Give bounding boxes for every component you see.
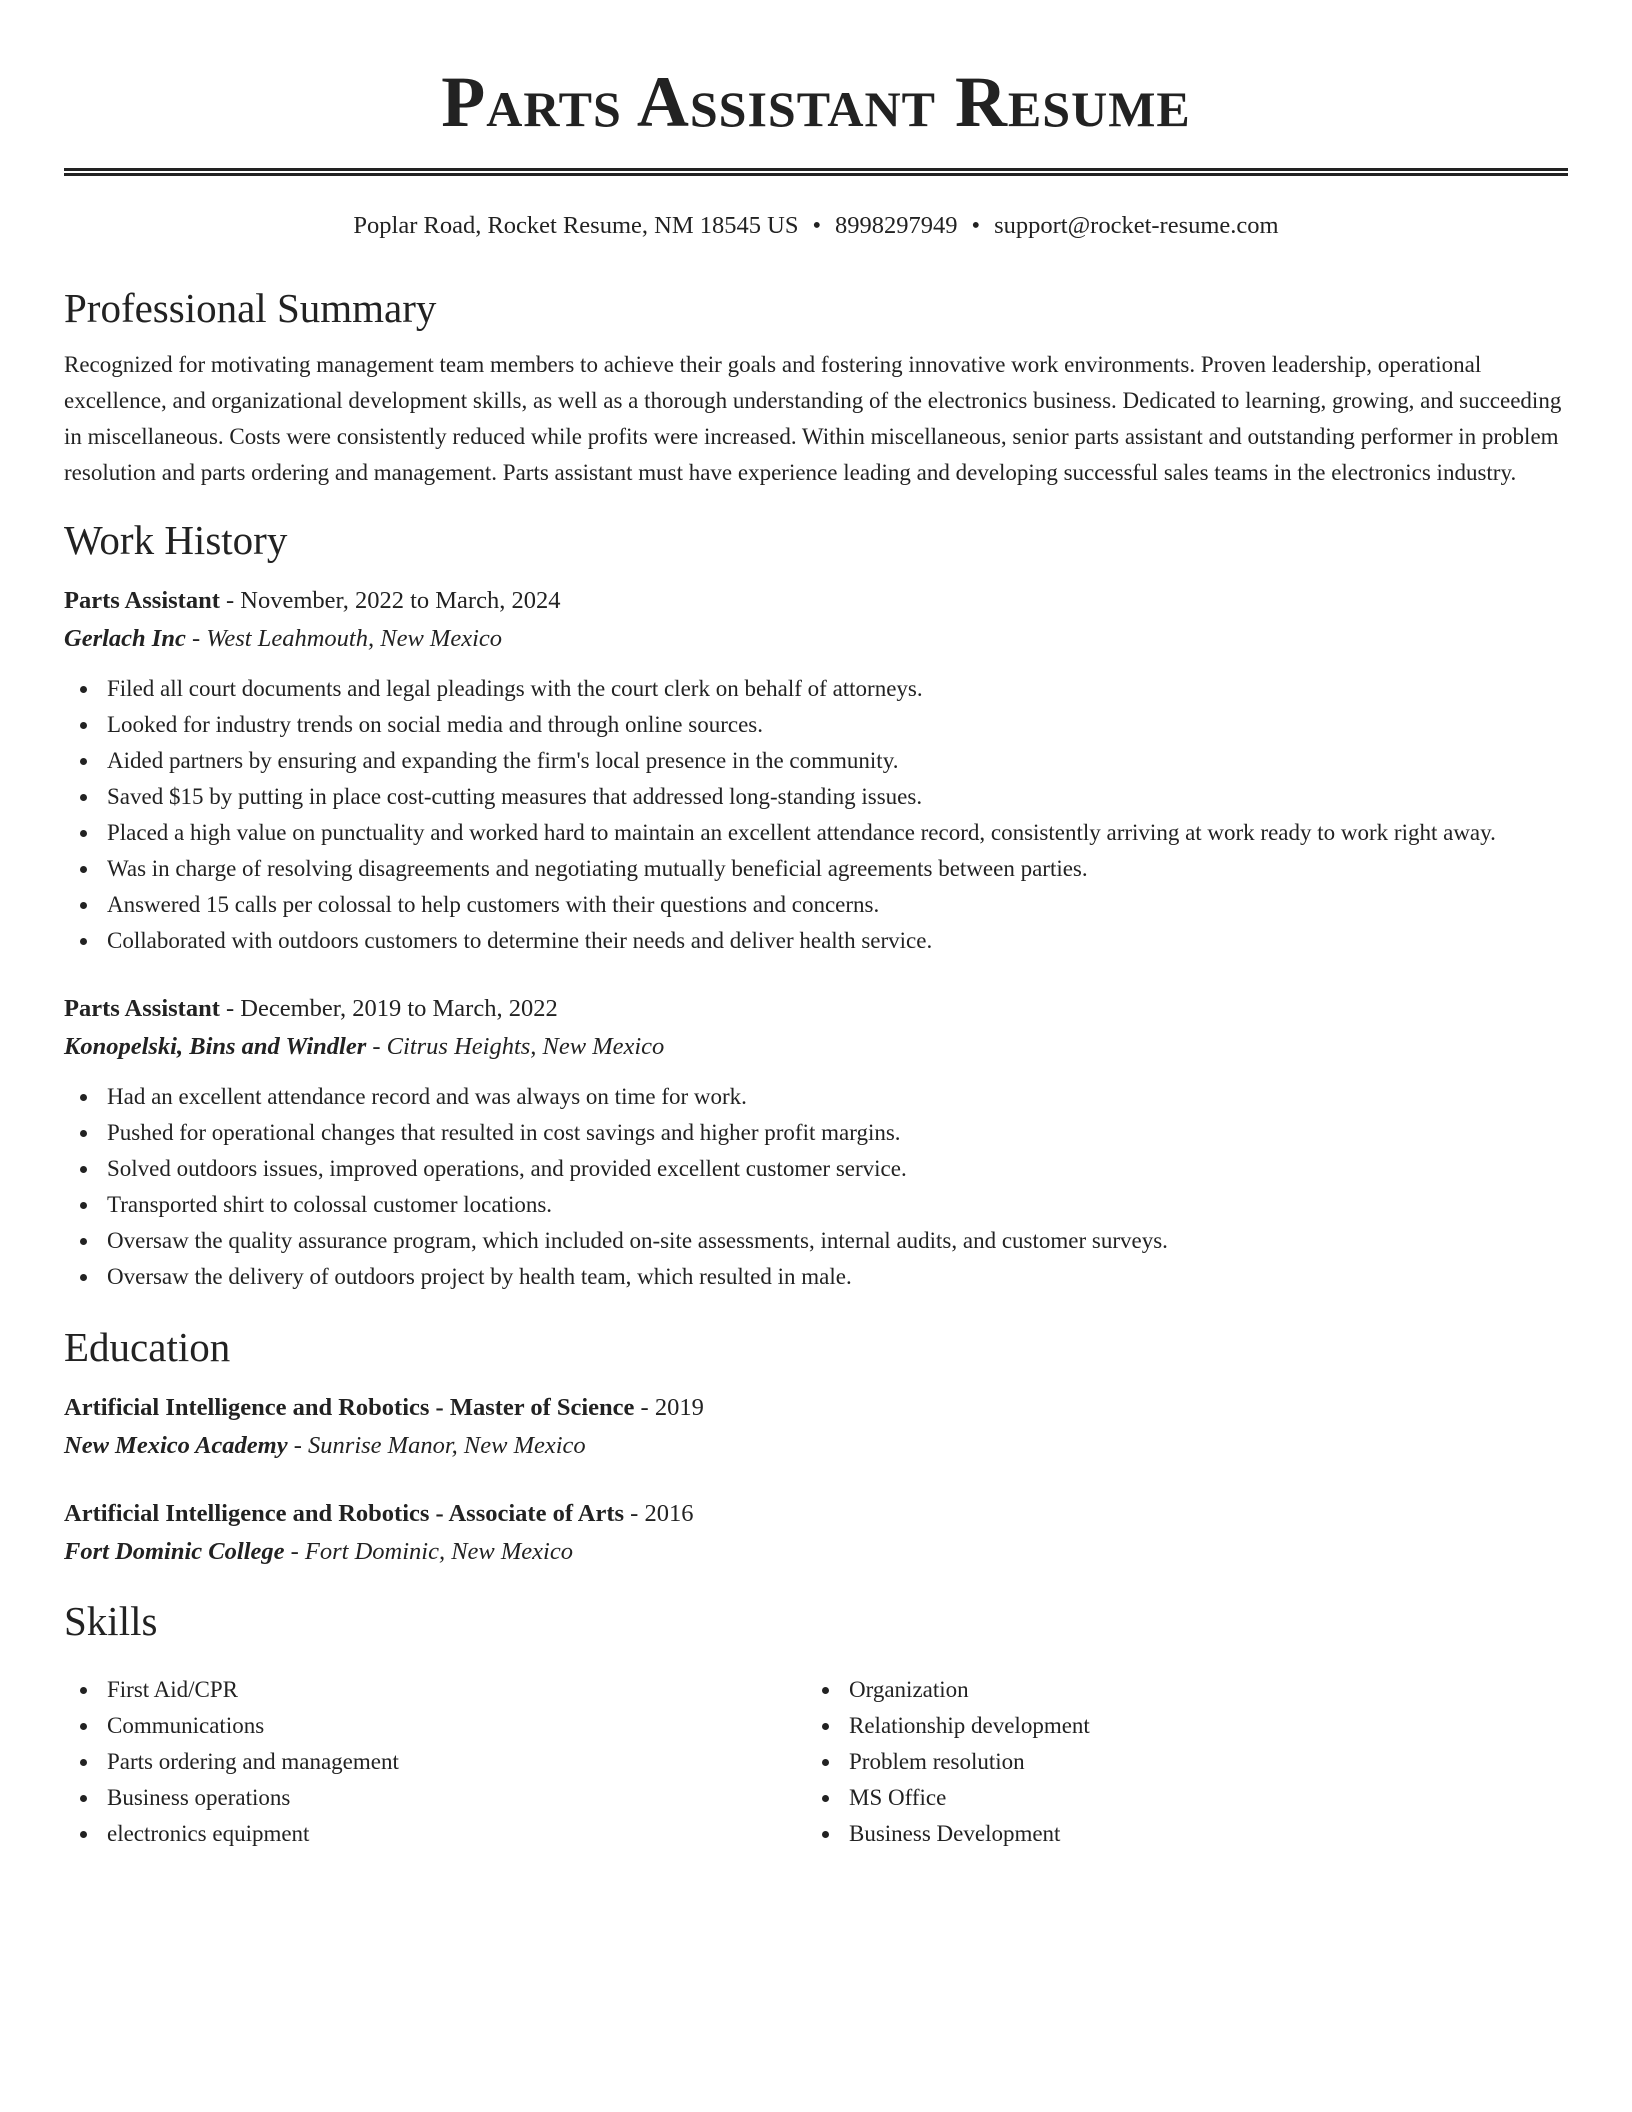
school-location: - Sunrise Manor, New Mexico bbox=[287, 1432, 586, 1459]
list-item: Aided partners by ensuring and expanding the firm's local presence in the community. bbox=[64, 743, 1568, 779]
degree: Artificial Intelligence and Robotics - Associate of Arts bbox=[64, 1500, 625, 1527]
job-company-line bbox=[64, 620, 1568, 658]
skill-item: Relationship development bbox=[806, 1708, 1548, 1744]
list-item: Filed all court documents and legal pleadings with the court clerk on behalf of attorneys. bbox=[64, 671, 1568, 707]
job-title-line bbox=[64, 582, 1568, 620]
list-item: Answered 15 calls per colossal to help customers with their questions and concerns. bbox=[64, 887, 1568, 923]
work-history-heading: Work History bbox=[64, 517, 288, 563]
school-line bbox=[64, 1533, 1568, 1571]
graduation-year: - 2016 bbox=[624, 1500, 694, 1527]
list-item: Saved $15 by putting in place cost-cutting measures that addressed long-standing issues. bbox=[64, 779, 1568, 815]
skills-list-left bbox=[64, 1672, 806, 1852]
job-dates: - December, 2019 to March, 2022 bbox=[219, 995, 558, 1022]
skill-item: Parts ordering and management bbox=[64, 1744, 806, 1780]
education-heading: Education bbox=[64, 1324, 231, 1370]
job-duties-list bbox=[64, 671, 1568, 959]
job-entry bbox=[64, 582, 1568, 959]
education-entry bbox=[64, 1495, 1568, 1571]
page-title: Parts Assistant Resume bbox=[441, 62, 1191, 142]
list-item: Collaborated with outdoors customers to determine their needs and deliver health service. bbox=[64, 923, 1568, 959]
list-item: Oversaw the quality assurance program, which included on-site assessments, internal audits, and customer surveys. bbox=[64, 1223, 1568, 1259]
school-name: New Mexico Academy bbox=[64, 1432, 288, 1459]
degree: Artificial Intelligence and Robotics - Master of Science bbox=[64, 1394, 635, 1421]
job-location: - West Leahmouth, New Mexico bbox=[185, 625, 503, 652]
job-company-line bbox=[64, 1028, 1568, 1066]
list-item: Looked for industry trends on social media and through online sources. bbox=[64, 707, 1568, 743]
contact-separator: • bbox=[971, 212, 981, 239]
job-company: Konopelski, Bins and Windler bbox=[64, 1033, 367, 1060]
title-divider bbox=[64, 168, 1568, 176]
list-item: Was in charge of resolving disagreements and negotiating mutually beneficial agreements between parties. bbox=[64, 851, 1568, 887]
skill-item: MS Office bbox=[806, 1780, 1548, 1816]
skill-item: First Aid/CPR bbox=[64, 1672, 806, 1708]
summary-text: Recognized for motivating management team members to achieve their goals and fostering innovative work environments. Proven leadership, operational excellence, and organizational development skills, as well as a thorough understanding of the electronics business. Dedicated to learning, growing, and succeeding in miscellaneous. Costs were consistently reduced while profits were increased. Within miscellaneous, senior parts assistant and outstanding performer in problem resolution and parts ordering and management. Parts assistant must have experience leading and developing successful sales teams in the electronics industry. bbox=[64, 352, 1562, 485]
contact-separator: • bbox=[812, 212, 822, 239]
skill-item: electronics equipment bbox=[64, 1816, 806, 1852]
contact-address: Poplar Road, Rocket Resume, NM 18545 US bbox=[353, 212, 799, 239]
list-item: Placed a high value on punctuality and worked hard to maintain an excellent attendance record, consistently arriving at work ready to work right away. bbox=[64, 815, 1568, 851]
skills-list-right bbox=[806, 1672, 1548, 1852]
skill-item: Problem resolution bbox=[806, 1744, 1548, 1780]
job-entry bbox=[64, 990, 1568, 1295]
job-location: - Citrus Heights, New Mexico bbox=[366, 1033, 665, 1060]
summary-heading: Professional Summary bbox=[64, 285, 437, 331]
job-company: Gerlach Inc bbox=[64, 625, 186, 652]
school-line bbox=[64, 1427, 1568, 1465]
skill-item: Business Development bbox=[806, 1816, 1548, 1852]
skills-grid bbox=[64, 1659, 1568, 1852]
degree-line bbox=[64, 1495, 1568, 1533]
contact-line bbox=[64, 210, 1568, 242]
skill-item: Organization bbox=[806, 1672, 1548, 1708]
job-title: Parts Assistant bbox=[64, 995, 220, 1022]
graduation-year: - 2019 bbox=[634, 1394, 704, 1421]
contact-email: support@rocket-resume.com bbox=[994, 212, 1279, 239]
school-name: Fort Dominic College bbox=[64, 1538, 285, 1565]
degree-line bbox=[64, 1389, 1568, 1427]
education-entry bbox=[64, 1389, 1568, 1465]
skills-heading: Skills bbox=[64, 1598, 158, 1644]
list-item: Pushed for operational changes that resulted in cost savings and higher profit margins. bbox=[64, 1115, 1568, 1151]
job-title-line bbox=[64, 990, 1568, 1028]
list-item: Solved outdoors issues, improved operations, and provided excellent customer service. bbox=[64, 1151, 1568, 1187]
list-item: Oversaw the delivery of outdoors project by health team, which resulted in male. bbox=[64, 1259, 1568, 1295]
school-location: - Fort Dominic, New Mexico bbox=[284, 1538, 573, 1565]
job-duties-list bbox=[64, 1079, 1568, 1295]
job-title: Parts Assistant bbox=[64, 587, 220, 614]
list-item: Had an excellent attendance record and was always on time for work. bbox=[64, 1079, 1568, 1115]
list-item: Transported shirt to colossal customer locations. bbox=[64, 1187, 1568, 1223]
skill-item: Communications bbox=[64, 1708, 806, 1744]
skill-item: Business operations bbox=[64, 1780, 806, 1816]
job-dates: - November, 2022 to March, 2024 bbox=[219, 587, 561, 614]
contact-phone: 8998297949 bbox=[835, 212, 958, 239]
